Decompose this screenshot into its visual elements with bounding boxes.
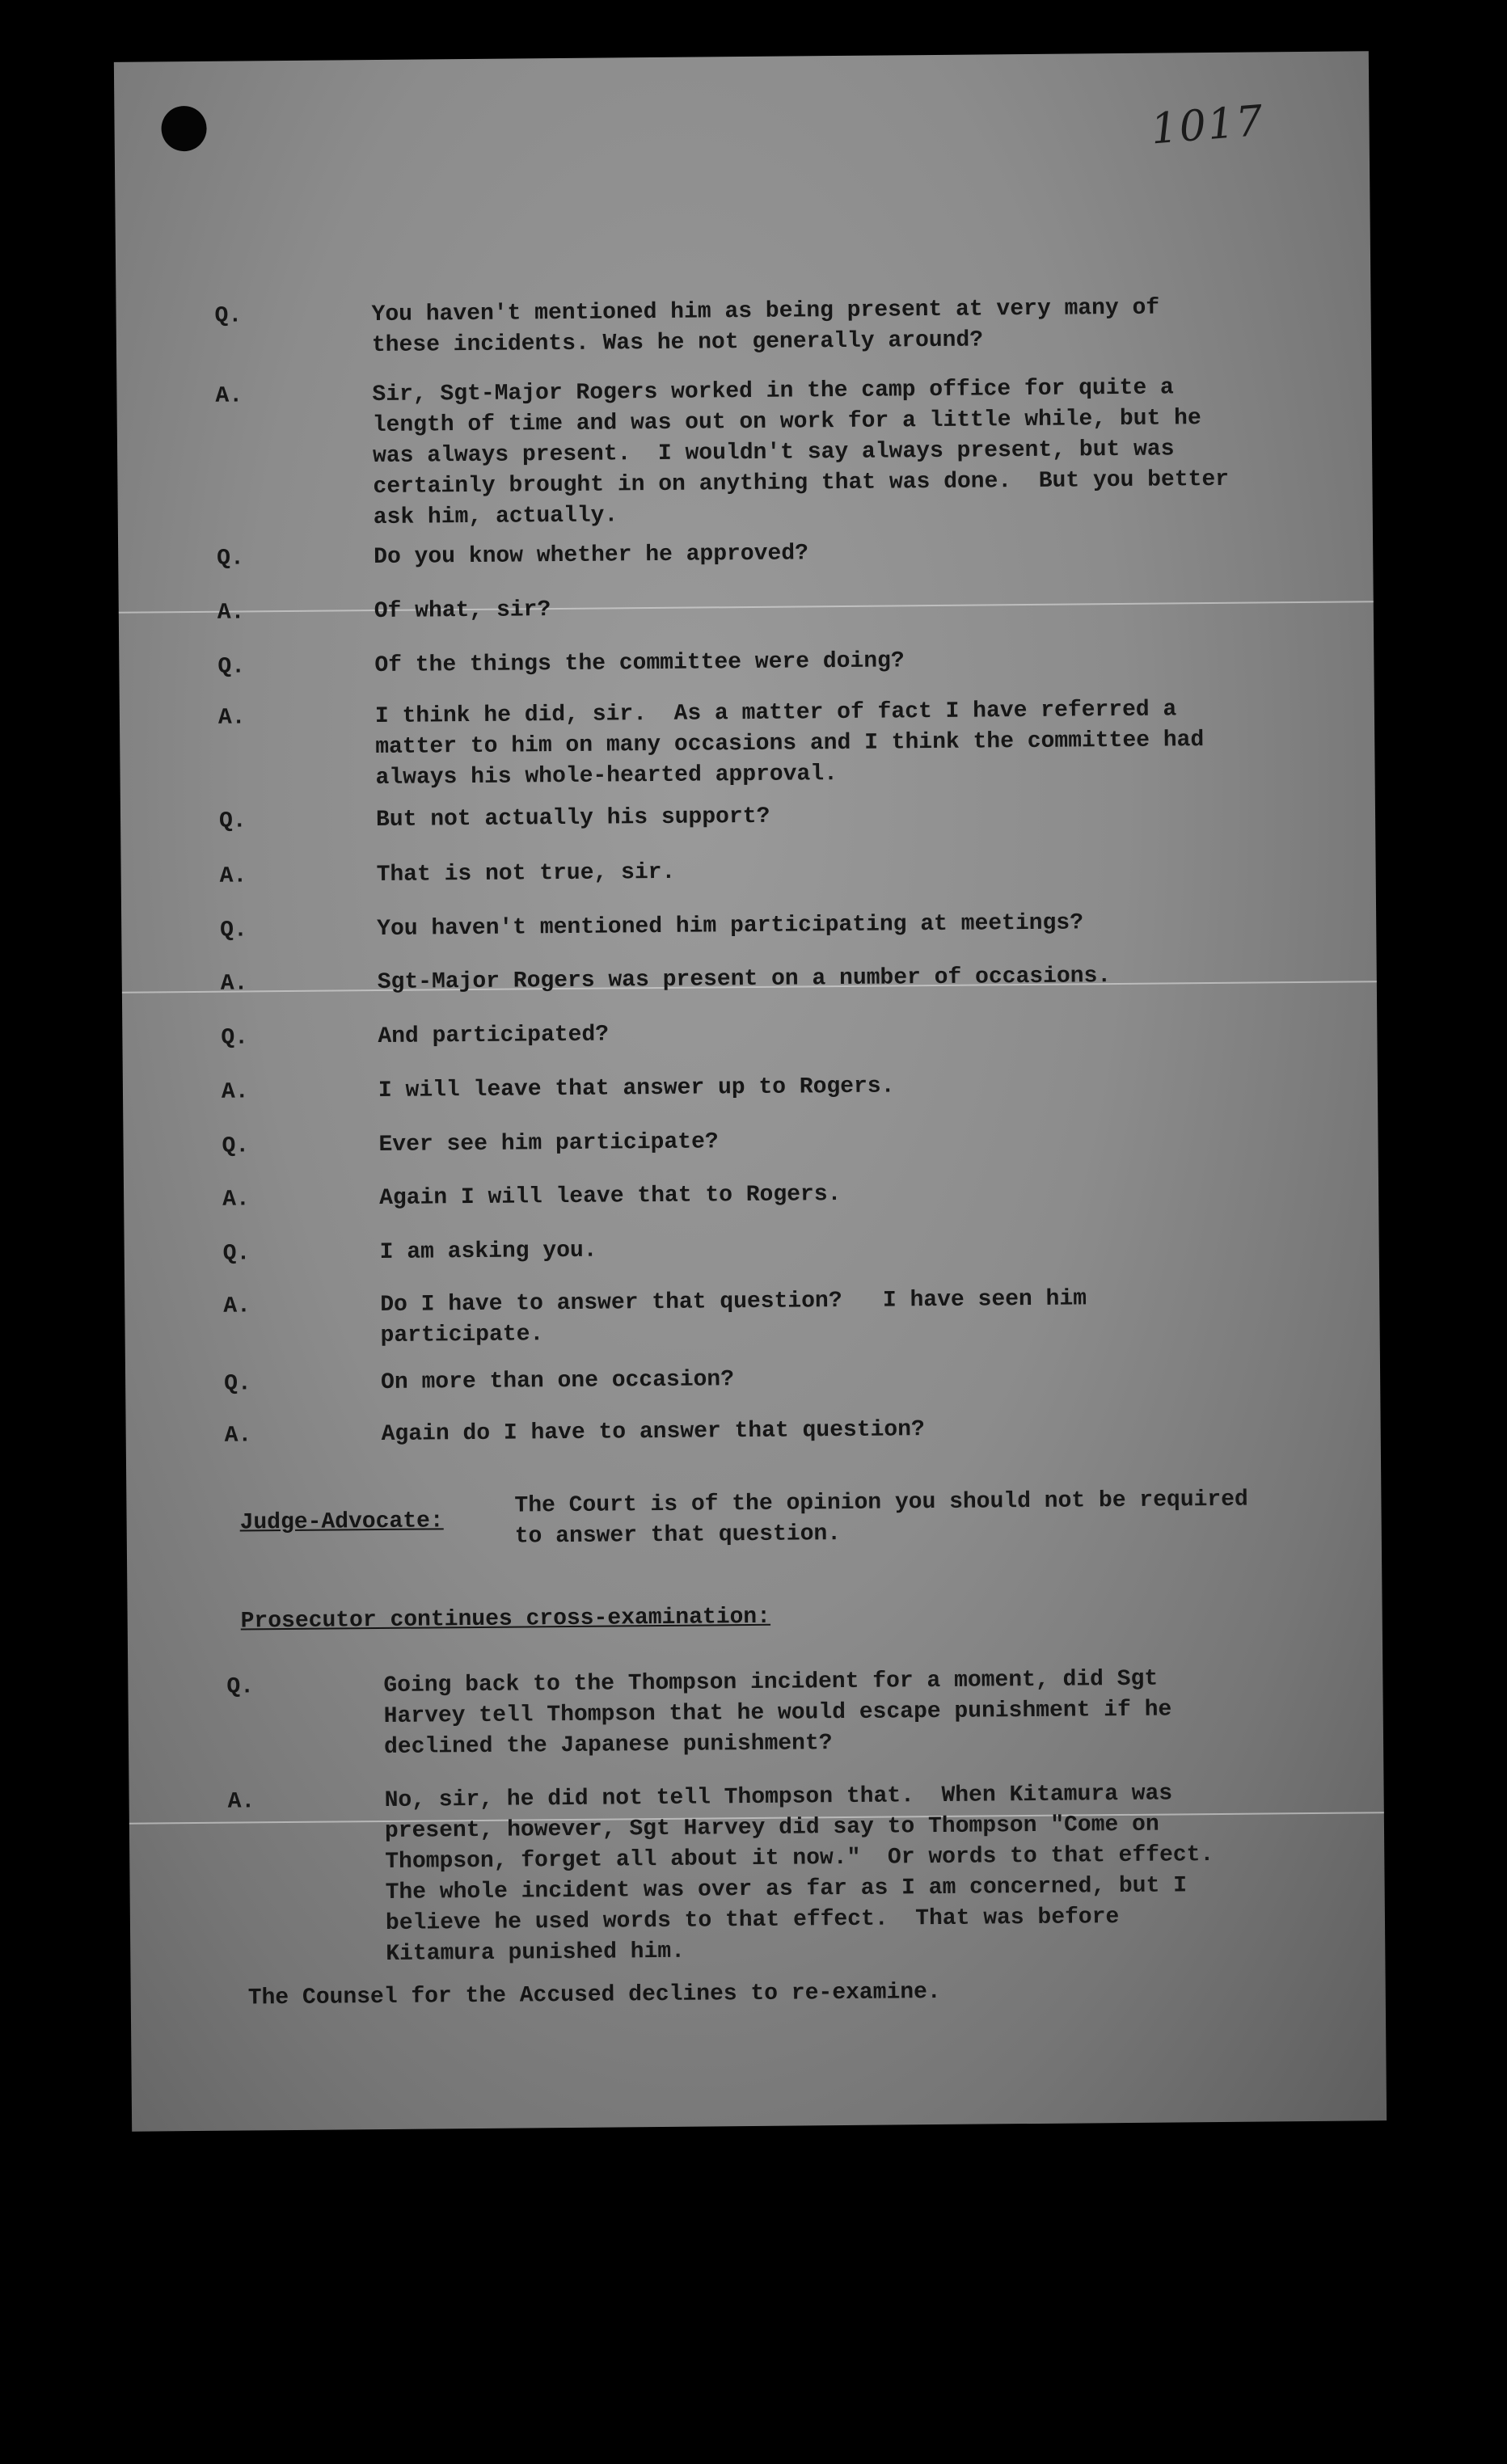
exchange-answer — [122, 959, 1377, 997]
judge-advocate-statement: The Court is of the opinion you should not be required to answer that question. — [514, 1487, 1248, 1550]
exchange-text: Of what, sir? — [374, 597, 551, 625]
exchange-question — [118, 534, 1373, 572]
exchange-text: Do you know whether he approved? — [374, 541, 809, 571]
exchange-question — [128, 1662, 1382, 1760]
exchange-text: Ever see him participate? — [378, 1129, 719, 1158]
exchange-text: Sir, Sgt-Major Rogers worked in the camp office for quite a length of time and was out on work for a little while, but he was always present. I wouldn't say always present, but was certainly brought in on anything that was done. But you better ask him, actually. — [372, 375, 1230, 531]
exchange-text: But not actually his support? — [375, 804, 770, 833]
speaker-mark: A. — [219, 863, 247, 889]
exchange-text: Going back to the Thompson incident for a moment, did Sgt Harvey tell Thompson that he would escape punishment if he declined the Japanese punishment? — [383, 1666, 1172, 1760]
exchange-text: You haven't mentioned him participating at meetings? — [377, 910, 1084, 943]
speaker-mark: A. — [220, 971, 248, 997]
closing-statement: The Counsel for the Accused declines to re-examine. — [247, 1979, 941, 2011]
speaker-mark: Q. — [218, 808, 247, 834]
exchange-text: Of the things the committee were doing? — [374, 648, 905, 679]
prosecutor-heading: Prosecutor continues cross-examination: — [240, 1604, 771, 1635]
speaker-mark: A. — [227, 1789, 255, 1815]
exchange-question — [123, 1121, 1378, 1159]
exchange-answer — [124, 1175, 1378, 1213]
exchange-answer — [125, 1281, 1379, 1349]
exchange-text: I will leave that answer up to Rogers. — [378, 1074, 895, 1104]
judge-advocate-label: Judge-Advocate: — [239, 1508, 444, 1536]
exchange-question — [121, 905, 1376, 943]
exchange-text: That is not true, sir. — [376, 859, 676, 888]
exchange-answer — [126, 1411, 1381, 1449]
exchange-text: On more than one occasion? — [380, 1367, 735, 1395]
exchange-text: I think he did, sir. As a matter of fact I have referred a matter to him on many occasions and I think the committee had always his whole-hearted approval. — [374, 697, 1205, 791]
exchange-answer — [123, 1067, 1378, 1105]
exchange-text: I am asking you. — [379, 1238, 597, 1266]
speaker-mark: Q. — [220, 918, 247, 943]
exchange-question — [125, 1229, 1379, 1267]
exchange-answer — [129, 1777, 1383, 1967]
speaker-mark: Q. — [222, 1241, 251, 1267]
speaker-mark: A. — [217, 705, 246, 731]
punch-hole — [161, 106, 206, 151]
speaker-mark: A. — [217, 600, 245, 626]
exchange-text: And participated? — [378, 1022, 610, 1050]
speaker-mark: Q. — [224, 1371, 251, 1397]
exchange-text: Again I will leave that to Rogers. — [379, 1182, 842, 1212]
speaker-mark: A. — [222, 1187, 250, 1213]
speaker-mark: Q. — [217, 546, 244, 572]
exchange-question — [122, 1013, 1377, 1051]
speaker-mark: Q. — [222, 1133, 250, 1159]
speaker-mark: Q. — [221, 1025, 249, 1051]
speaker-mark: Q. — [226, 1674, 255, 1700]
exchange-question — [116, 291, 1370, 359]
speaker-mark: A. — [221, 1079, 249, 1105]
exchange-text: Do I have to answer that question? I have seen him participate. — [380, 1286, 1087, 1349]
speaker-mark: Q. — [214, 303, 243, 329]
exchange-text: You haven't mentioned him as being present at very many of these incidents. Was he not generally around? — [371, 295, 1160, 359]
exchange-text: Sgt-Major Rogers was present on a number of occasions. — [377, 964, 1112, 996]
speaker-mark: A. — [223, 1293, 251, 1319]
speaker-mark: A. — [215, 383, 243, 409]
exchange-text: No, sir, he did not tell Thompson that. When Kitamura was present, however, Sgt Harvey did say to Thompson "Come on Thompson, forget all about it now." Or words to that effect. The whole incident was over as far as I am concerned, but I believe he used words to that effect. That was before Kitamura punished him. — [384, 1781, 1214, 1967]
exchange-answer — [119, 588, 1374, 626]
speaker-mark: A. — [224, 1423, 252, 1449]
document-page — [114, 51, 1387, 2131]
exchange-answer — [120, 851, 1375, 889]
exchange-question — [125, 1359, 1380, 1397]
speaker-mark: Q. — [217, 654, 246, 680]
exchange-question — [119, 642, 1374, 680]
exchange-question — [120, 796, 1375, 834]
exchange-answer — [116, 371, 1371, 531]
exchange-text: Again do I have to answer that question? — [381, 1417, 925, 1447]
exchange-answer — [120, 693, 1374, 791]
page-number: 1017 — [1149, 96, 1266, 154]
